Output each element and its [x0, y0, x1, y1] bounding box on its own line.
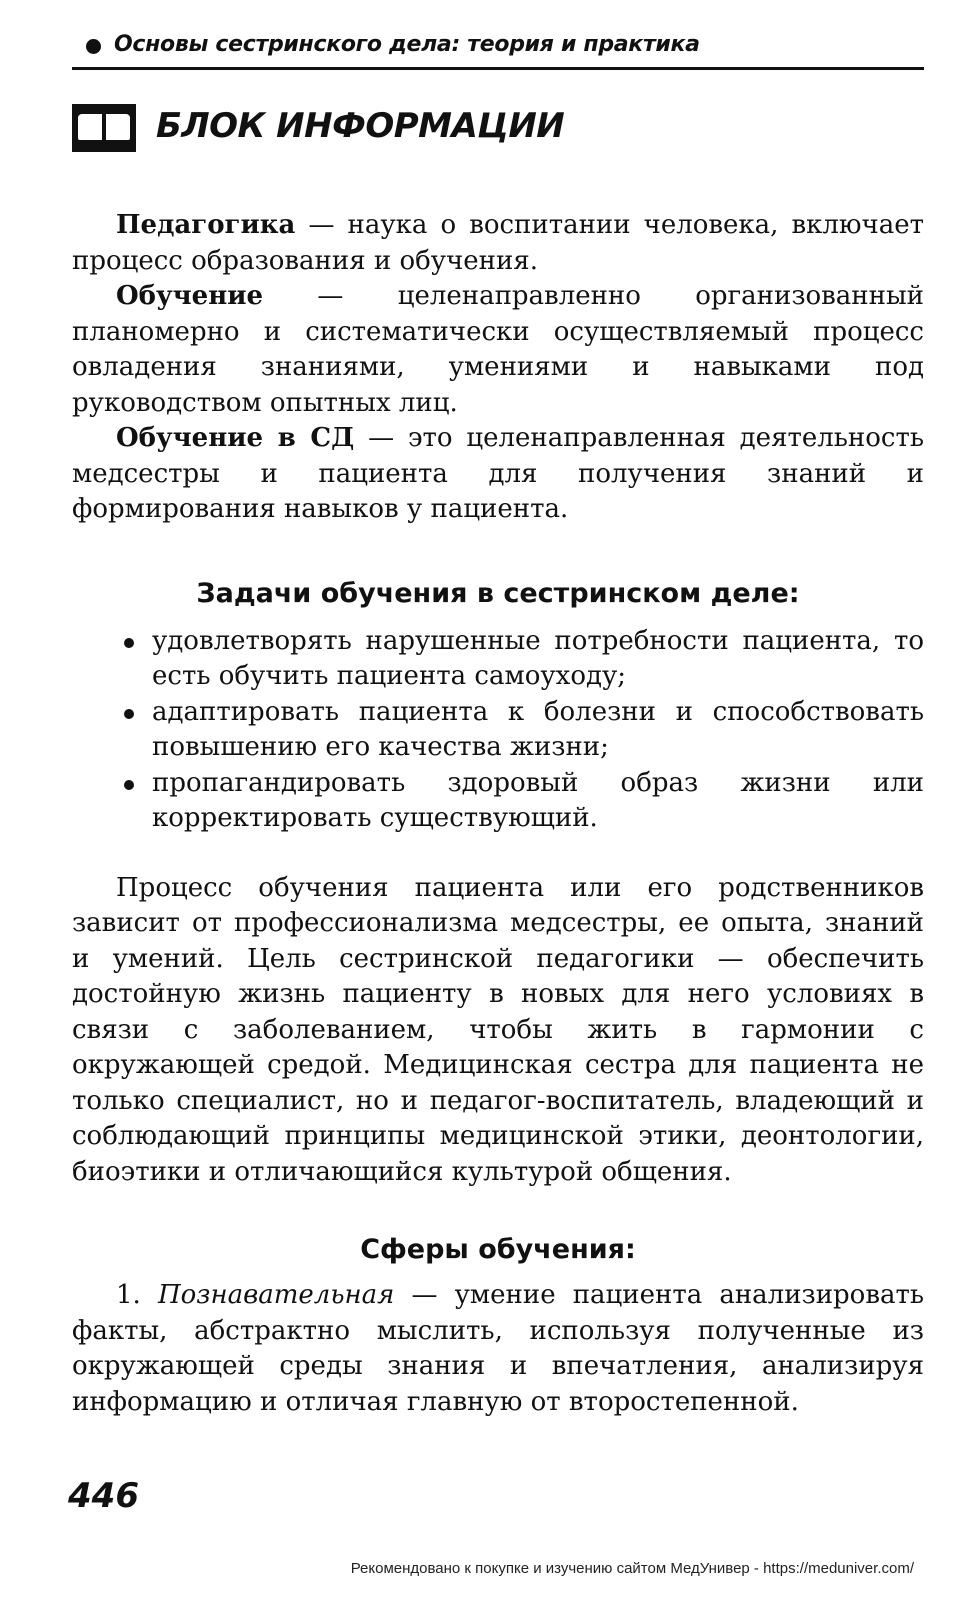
definition-text: — целенаправленно организованный планомерно и систематически осуществляемый процесс овладения знаниями, умениями и навыками под руководством опытных лиц. — [72, 281, 924, 418]
definition-term: Педагогика — [116, 210, 296, 240]
definition-learning-nursing — [72, 421, 924, 528]
definition-learning — [72, 279, 924, 421]
list-item — [118, 766, 924, 837]
bullet-icon — [124, 638, 134, 648]
list-item-text: удовлетворять нарушенные потребности пациента, то есть обучить пациента самоуходу; — [152, 625, 924, 691]
book-icon — [72, 104, 136, 152]
process-paragraph: Процесс обучения пациента или его родственников зависит от профессионализма медсестры, ее опыта, знаний и умений. Цель сестринской педагогики — обеспечить достойную жизнь пациенту в новых для него условиях в связи с заболеванием, чтобы жить в гармонии с окружающей средой. Медицинская сестра для пациента не только специалист, но и педагог-воспитатель, владеющий и соблюдающий принципы медицинской этики, деонтологии, биоэтики и отличающийся культурой общения. — [72, 872, 924, 1187]
tasks-title: Задачи обучения в сестринском деле: — [196, 577, 800, 609]
sphere-item-cognitive — [72, 1278, 924, 1420]
running-title: Основы сестринского дела: теория и практика — [114, 32, 700, 57]
list-item-text: адаптировать пациента к болезни и способствовать повышению его качества жизни; — [152, 696, 924, 762]
bullet-icon — [124, 709, 134, 719]
sphere-text: — умение пациента анализировать факты, абстрактно мыслить, используя полученные из окружающей среды знания и впечатления, анализируя информацию и отличая главную от второстепенной. — [72, 1280, 925, 1417]
page-number: 446 — [68, 1476, 139, 1516]
definition-term: Обучение в СД — [116, 423, 355, 453]
definition-text: — это целенаправленная деятельность медсестры и пациента для получения знаний и формирования навыков у пациента. — [72, 423, 924, 524]
definition-text: — наука о воспитании человека, включает процесс образования и обучения. — [72, 210, 924, 276]
tasks-list — [118, 624, 924, 837]
list-item-text: пропагандировать здоровый образ жизни или корректировать существующий. — [152, 767, 924, 833]
footer-note: Рекомендовано к покупке и изучению сайтом МедУнивер - https://meduniver.com/ — [350, 1560, 914, 1577]
bullet-icon — [86, 39, 101, 54]
definition-term: Обучение — [116, 281, 264, 311]
block-title: БЛОК ИНФОРМАЦИИ — [156, 106, 565, 146]
sphere-number: 1. — [116, 1280, 141, 1310]
list-item — [118, 695, 924, 766]
page-content — [72, 208, 924, 1420]
list-item — [118, 624, 924, 695]
bullet-icon — [124, 780, 134, 790]
spheres-title: Сферы обучения: — [360, 1234, 636, 1265]
sphere-name: Познавательная — [157, 1280, 395, 1310]
running-header — [72, 30, 924, 70]
definition-pedagogy — [72, 208, 924, 279]
